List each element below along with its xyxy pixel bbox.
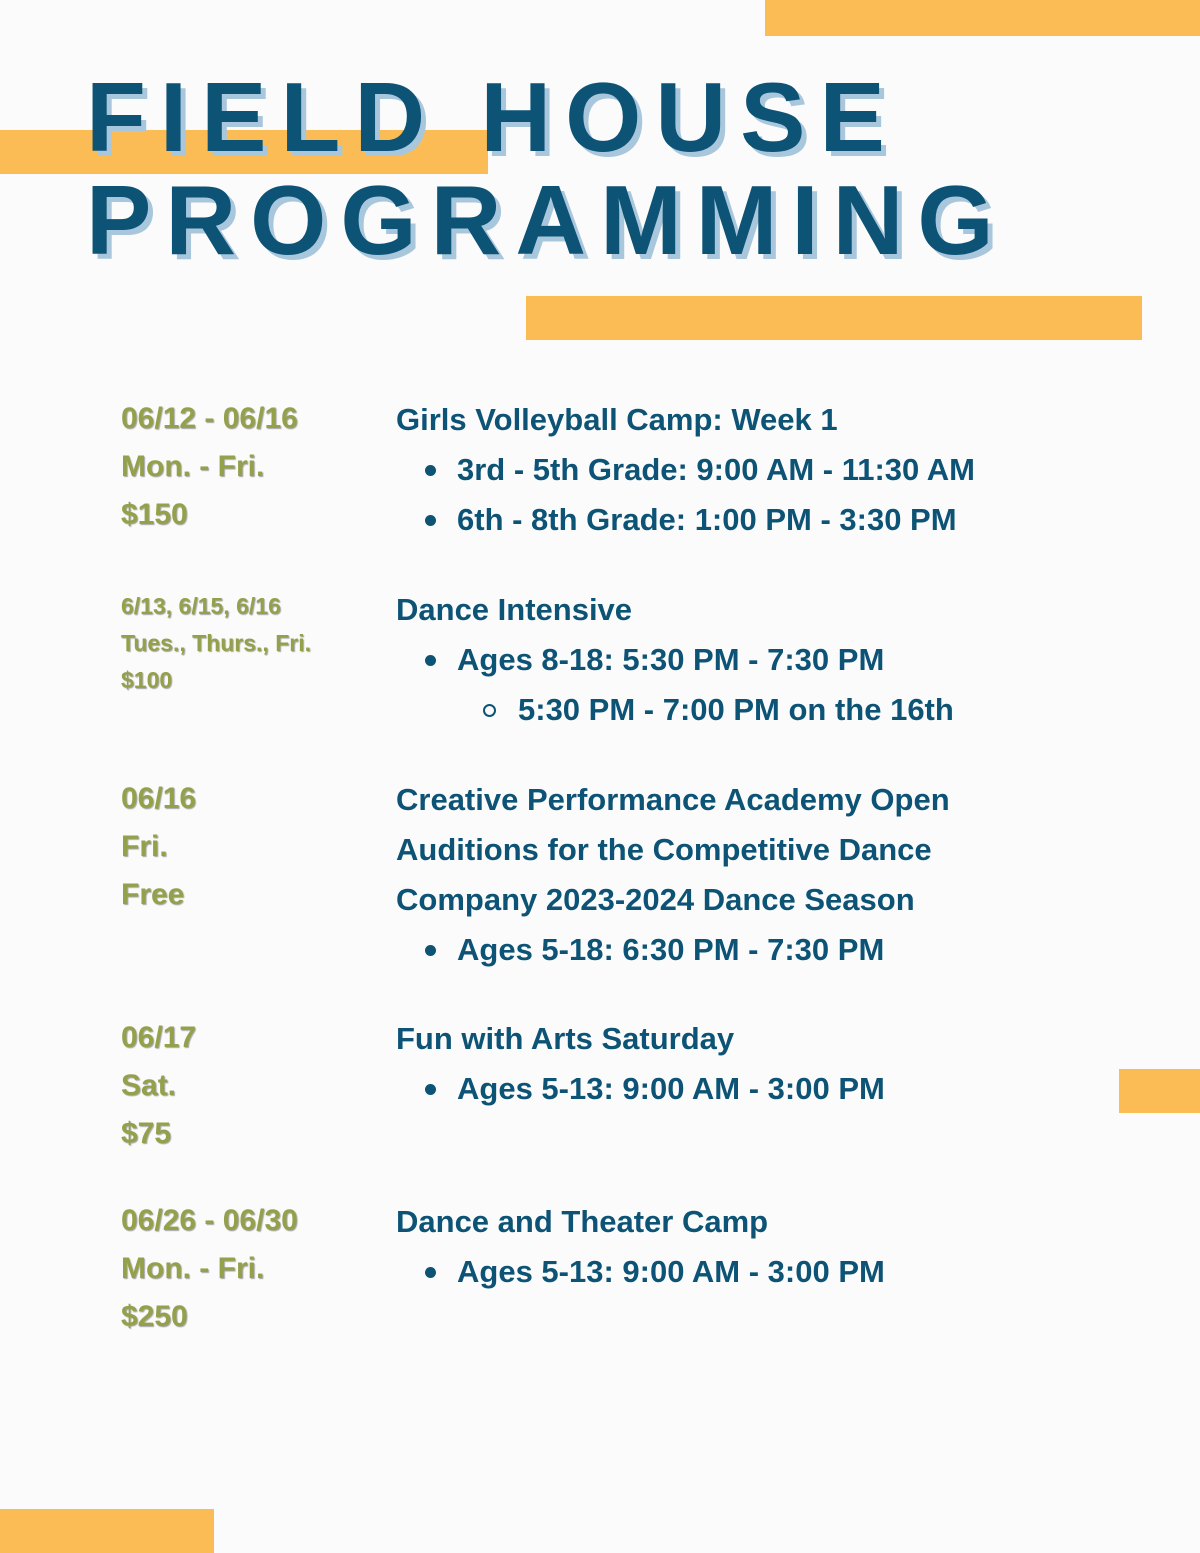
decorative-bar-right	[1119, 1069, 1200, 1113]
event-details	[396, 1014, 1096, 1114]
event-title: Dance Intensive	[396, 592, 633, 627]
event-days: Mon. - Fri.	[121, 1252, 265, 1285]
event-title-line: Creative Performance Academy Open	[396, 782, 950, 817]
page-title-line-1: FIELD HOUSE	[86, 62, 899, 172]
event-dates: 06/12 - 06/16	[121, 402, 298, 435]
event-days: Tues., Thurs., Fri.	[121, 630, 311, 656]
decorative-bar-mid	[526, 296, 1142, 340]
decorative-bar-top	[765, 0, 1200, 36]
decorative-bar-bottom	[0, 1509, 214, 1553]
event-details	[396, 395, 1096, 545]
event-title-line: Company 2023-2024 Dance Season	[396, 882, 915, 917]
event-list-item: Ages 8-18: 5:30 PM - 7:30 PM	[396, 635, 1096, 685]
event-dates: 06/26 - 06/30	[121, 1204, 298, 1237]
page-title	[86, 62, 1008, 275]
event-dates: 06/17	[121, 1021, 197, 1054]
event-dates: 6/13, 6/15, 6/16	[121, 593, 281, 619]
event-details	[396, 775, 1096, 975]
page-title-line-2: PROGRAMMING	[86, 165, 1008, 275]
event-dates: 06/16	[121, 782, 197, 815]
event-details	[396, 1197, 1096, 1297]
event-price: Free	[121, 878, 185, 911]
event-list-item: 3rd - 5th Grade: 9:00 AM - 11:30 AM	[396, 445, 1096, 495]
event-price: $100	[121, 667, 173, 693]
event-list-item: 6th - 8th Grade: 1:00 PM - 3:30 PM	[396, 495, 1096, 545]
event-days: Fri.	[121, 830, 168, 863]
event-list-item: Ages 5-13: 9:00 AM - 3:00 PM	[396, 1064, 1096, 1114]
event-details	[396, 585, 1096, 735]
event-list-item: Ages 5-13: 9:00 AM - 3:00 PM	[396, 1247, 1096, 1297]
event-schedule	[121, 1014, 371, 1158]
event-price: $250	[121, 1300, 188, 1333]
event-sub-item: 5:30 PM - 7:00 PM on the 16th	[396, 685, 1096, 735]
event-title-line: Auditions for the Competitive Dance	[396, 832, 932, 867]
event-title: Girls Volleyball Camp: Week 1	[396, 402, 838, 437]
event-title: Dance and Theater Camp	[396, 1204, 769, 1239]
event-schedule	[121, 395, 371, 539]
event-schedule	[121, 775, 371, 919]
event-price: $150	[121, 498, 188, 531]
event-days: Mon. - Fri.	[121, 450, 265, 483]
event-schedule	[121, 1197, 371, 1341]
event-price: $75	[121, 1117, 172, 1150]
event-title: Fun with Arts Saturday	[396, 1021, 735, 1056]
event-list-item: Ages 5-18: 6:30 PM - 7:30 PM	[396, 925, 1096, 975]
event-days: Sat.	[121, 1069, 177, 1102]
event-schedule	[121, 588, 371, 699]
